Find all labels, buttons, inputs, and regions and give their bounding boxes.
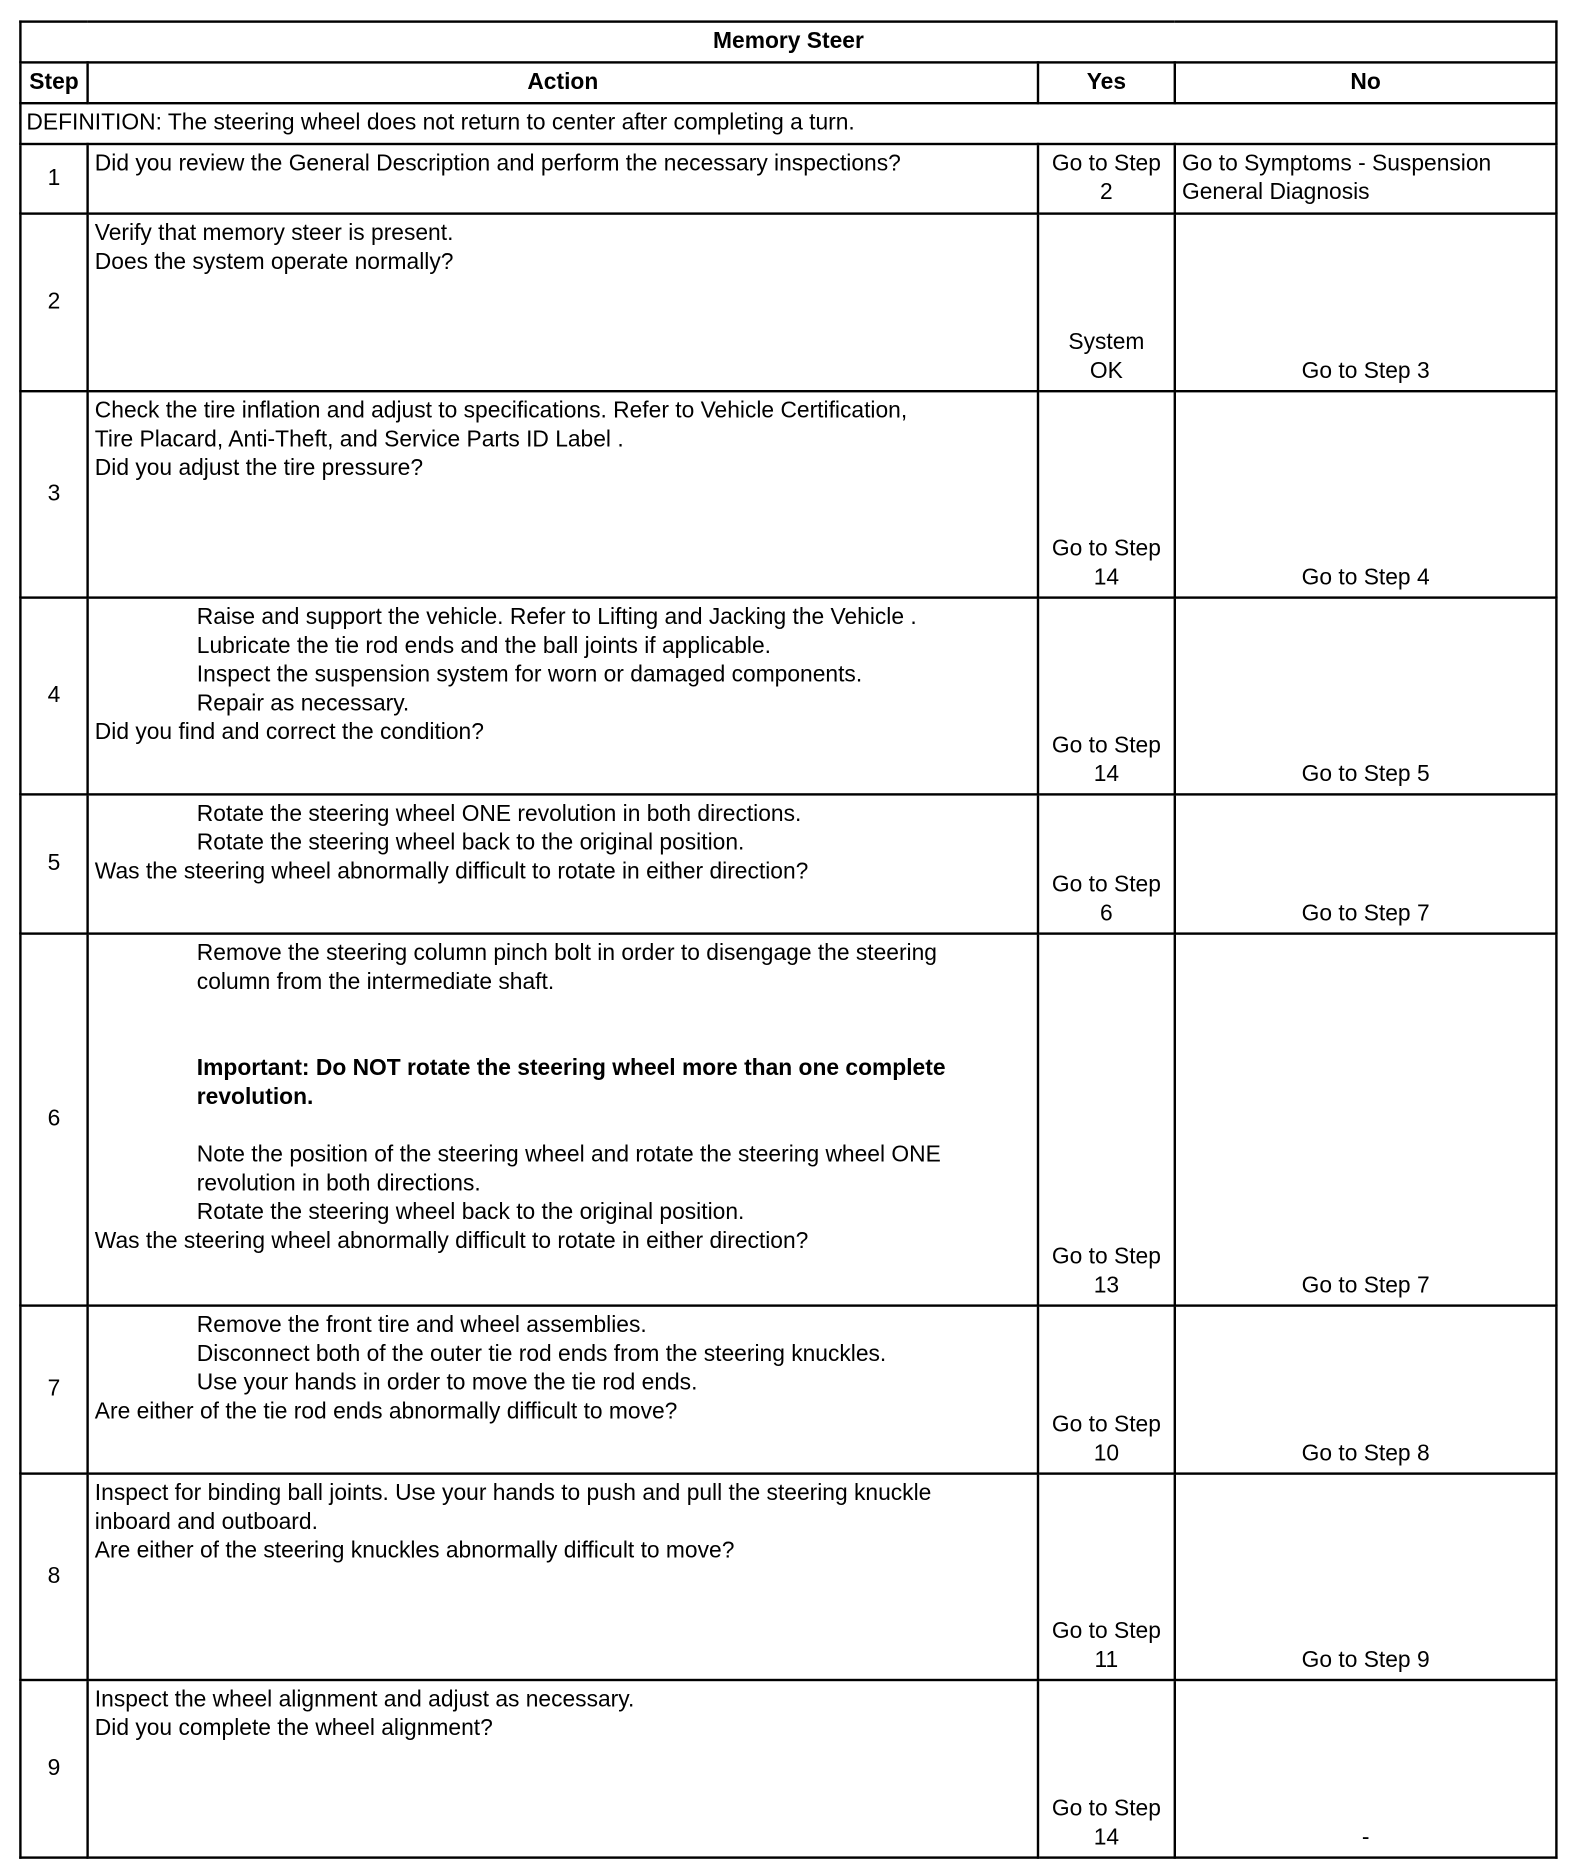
yes-step: 11 [1094,1647,1119,1673]
action-item: Inspect the suspension system for worn or damaged components. [196,662,863,688]
yes-label: Go to Step [1051,1618,1161,1645]
yes-step: 13 [1093,1273,1120,1299]
table-row [20,214,1556,392]
no-cell: Go to Step 7 [1175,794,1557,933]
action-item-cont: revolution in both directions. [196,1171,481,1197]
action-text-cont: Tire Placard, Anti-Theft, and Service Parts ID Label . [94,427,624,453]
spacer [95,1112,1031,1141]
yes-label: Go to Step [1051,1796,1161,1822]
yes-cell [1038,1680,1175,1858]
yes-step: OK [1089,358,1123,384]
table-row [20,1474,1556,1680]
title-row [20,22,1556,63]
action-cell [88,934,1038,1306]
yes-step: 2 [1100,180,1113,206]
yes-cell [1038,1474,1175,1680]
action-text: Check the tire inflation and adjust to specifications. Refer to Vehicle Certification, [94,398,908,424]
yes-label: System [1068,330,1145,356]
table-row [20,794,1556,933]
question-text: Are either of the steering knuckles abnormally difficult to move? [94,1538,735,1564]
action-item: Use your hands in order to move the tie rod ends. [196,1370,698,1396]
no-cell [1175,144,1557,214]
header-action: Action [88,62,1038,103]
no-cell: Go to Step 8 [1175,1306,1557,1474]
step-number: 5 [20,794,87,933]
action-item: Repair as necessary. [196,691,410,717]
question-text: Are either of the tie rod ends abnormally difficult to move? [94,1399,678,1425]
question-text: Does the system operate normally? [94,249,454,275]
table-title: Memory Steer [20,22,1556,63]
yes-label: Go to Step [1051,872,1161,898]
step-number: 9 [20,1680,87,1858]
no-cell: Go to Step 4 [1175,391,1557,597]
step-number: 8 [20,1474,87,1680]
no-cell: Go to Step 5 [1175,598,1557,795]
action-item: Rotate the steering wheel back to the original position. [196,830,745,856]
question-text: Was the steering wheel abnormally difficult to rotate in either direction? [94,859,809,885]
yes-cell [1038,144,1175,214]
action-text: Verify that memory steer is present. [94,220,454,247]
yes-step: 10 [1093,1441,1120,1467]
action-item: Rotate the steering wheel back to the original position. [196,1200,745,1226]
yes-step: 14 [1093,762,1120,788]
action-item: Remove the steering column pinch bolt in order to disengage the steering [196,940,937,967]
definition-text: DEFINITION: The steering wheel does not return to center after completing a turn. [20,103,1556,144]
action-text: Did you review the General Description and perform the necessary inspections? [94,151,901,177]
action-cell [88,391,1038,597]
important-note-cont: revolution. [196,1084,314,1110]
step-number: 3 [20,391,87,597]
yes-cell [1038,214,1175,392]
step-number: 7 [20,1306,87,1474]
table-row [20,144,1556,214]
action-cell [88,1680,1038,1858]
memory-steer-table [19,20,1557,1858]
header-yes: Yes [1038,62,1175,103]
no-cell: Go to Step 9 [1175,1474,1557,1680]
yes-cell [1038,794,1175,933]
table-row [20,1680,1556,1858]
yes-step: 6 [1100,901,1113,927]
yes-cell [1038,934,1175,1306]
action-text-cont: inboard and outboard. [94,1509,318,1535]
spacer [95,997,1031,1055]
step-number: 4 [20,598,87,795]
yes-label: Go to Step [1051,1412,1161,1438]
header-step: Step [20,62,87,103]
step-number: 1 [20,144,87,214]
action-item: Note the position of the steering wheel and rotate the steering wheel ONE [196,1142,941,1168]
yes-step: 14 [1093,565,1120,591]
no-text-line2: General Diagnosis [1182,180,1370,206]
yes-label: Go to Step [1051,536,1161,562]
action-cell [88,598,1038,795]
yes-cell [1038,598,1175,795]
yes-label: Go to Step [1051,733,1161,759]
no-cell: Go to Step 3 [1175,214,1557,392]
step-number: 6 [20,934,87,1306]
action-cell [88,144,1038,214]
no-cell: Go to Step 7 [1175,934,1557,1306]
action-item: Lubricate the tie rod ends and the ball joints if applicable. [196,633,771,659]
question-text: Did you complete the wheel alignment? [94,1716,493,1742]
definition-row [20,103,1556,144]
yes-cell [1038,1306,1175,1474]
yes-label: Go to Step [1051,1244,1161,1270]
action-cell [88,214,1038,392]
header-row [20,62,1556,103]
question-text: Did you adjust the tire pressure? [94,456,424,482]
action-cell [88,1306,1038,1474]
yes-step: 14 [1093,1825,1120,1851]
no-cell: - [1175,1680,1557,1858]
action-text: Inspect for binding ball joints. Use your hands to push and pull the steering knuckle [94,1480,932,1506]
table-row [20,934,1556,1306]
action-text: Inspect the wheel alignment and adjust as necessary. [94,1687,635,1713]
table-row [20,1306,1556,1474]
table-row [20,598,1556,795]
action-item: Remove the front tire and wheel assemblies. [196,1312,647,1338]
header-no: No [1175,62,1557,103]
action-item: Raise and support the vehicle. Refer to Lifting and Jacking the Vehicle . [196,604,917,630]
step-number: 2 [20,214,87,392]
action-item: Rotate the steering wheel ONE revolution in both directions. [196,801,802,827]
action-item: Disconnect both of the outer tie rod ends from the steering knuckles. [196,1341,887,1367]
important-note: Important: Do NOT rotate the steering wheel more than one complete [196,1056,946,1082]
no-text-line1: Go to Symptoms - Suspension [1182,151,1492,177]
table-row [20,391,1556,597]
action-cell [88,1474,1038,1680]
action-item-cont: column from the intermediate shaft. [196,969,555,995]
question-text: Was the steering wheel abnormally difficult to rotate in either direction? [94,1228,809,1254]
question-text: Did you find and correct the condition? [94,720,484,746]
yes-label: Go to Step [1051,151,1161,177]
yes-cell [1038,391,1175,597]
action-cell [88,794,1038,933]
